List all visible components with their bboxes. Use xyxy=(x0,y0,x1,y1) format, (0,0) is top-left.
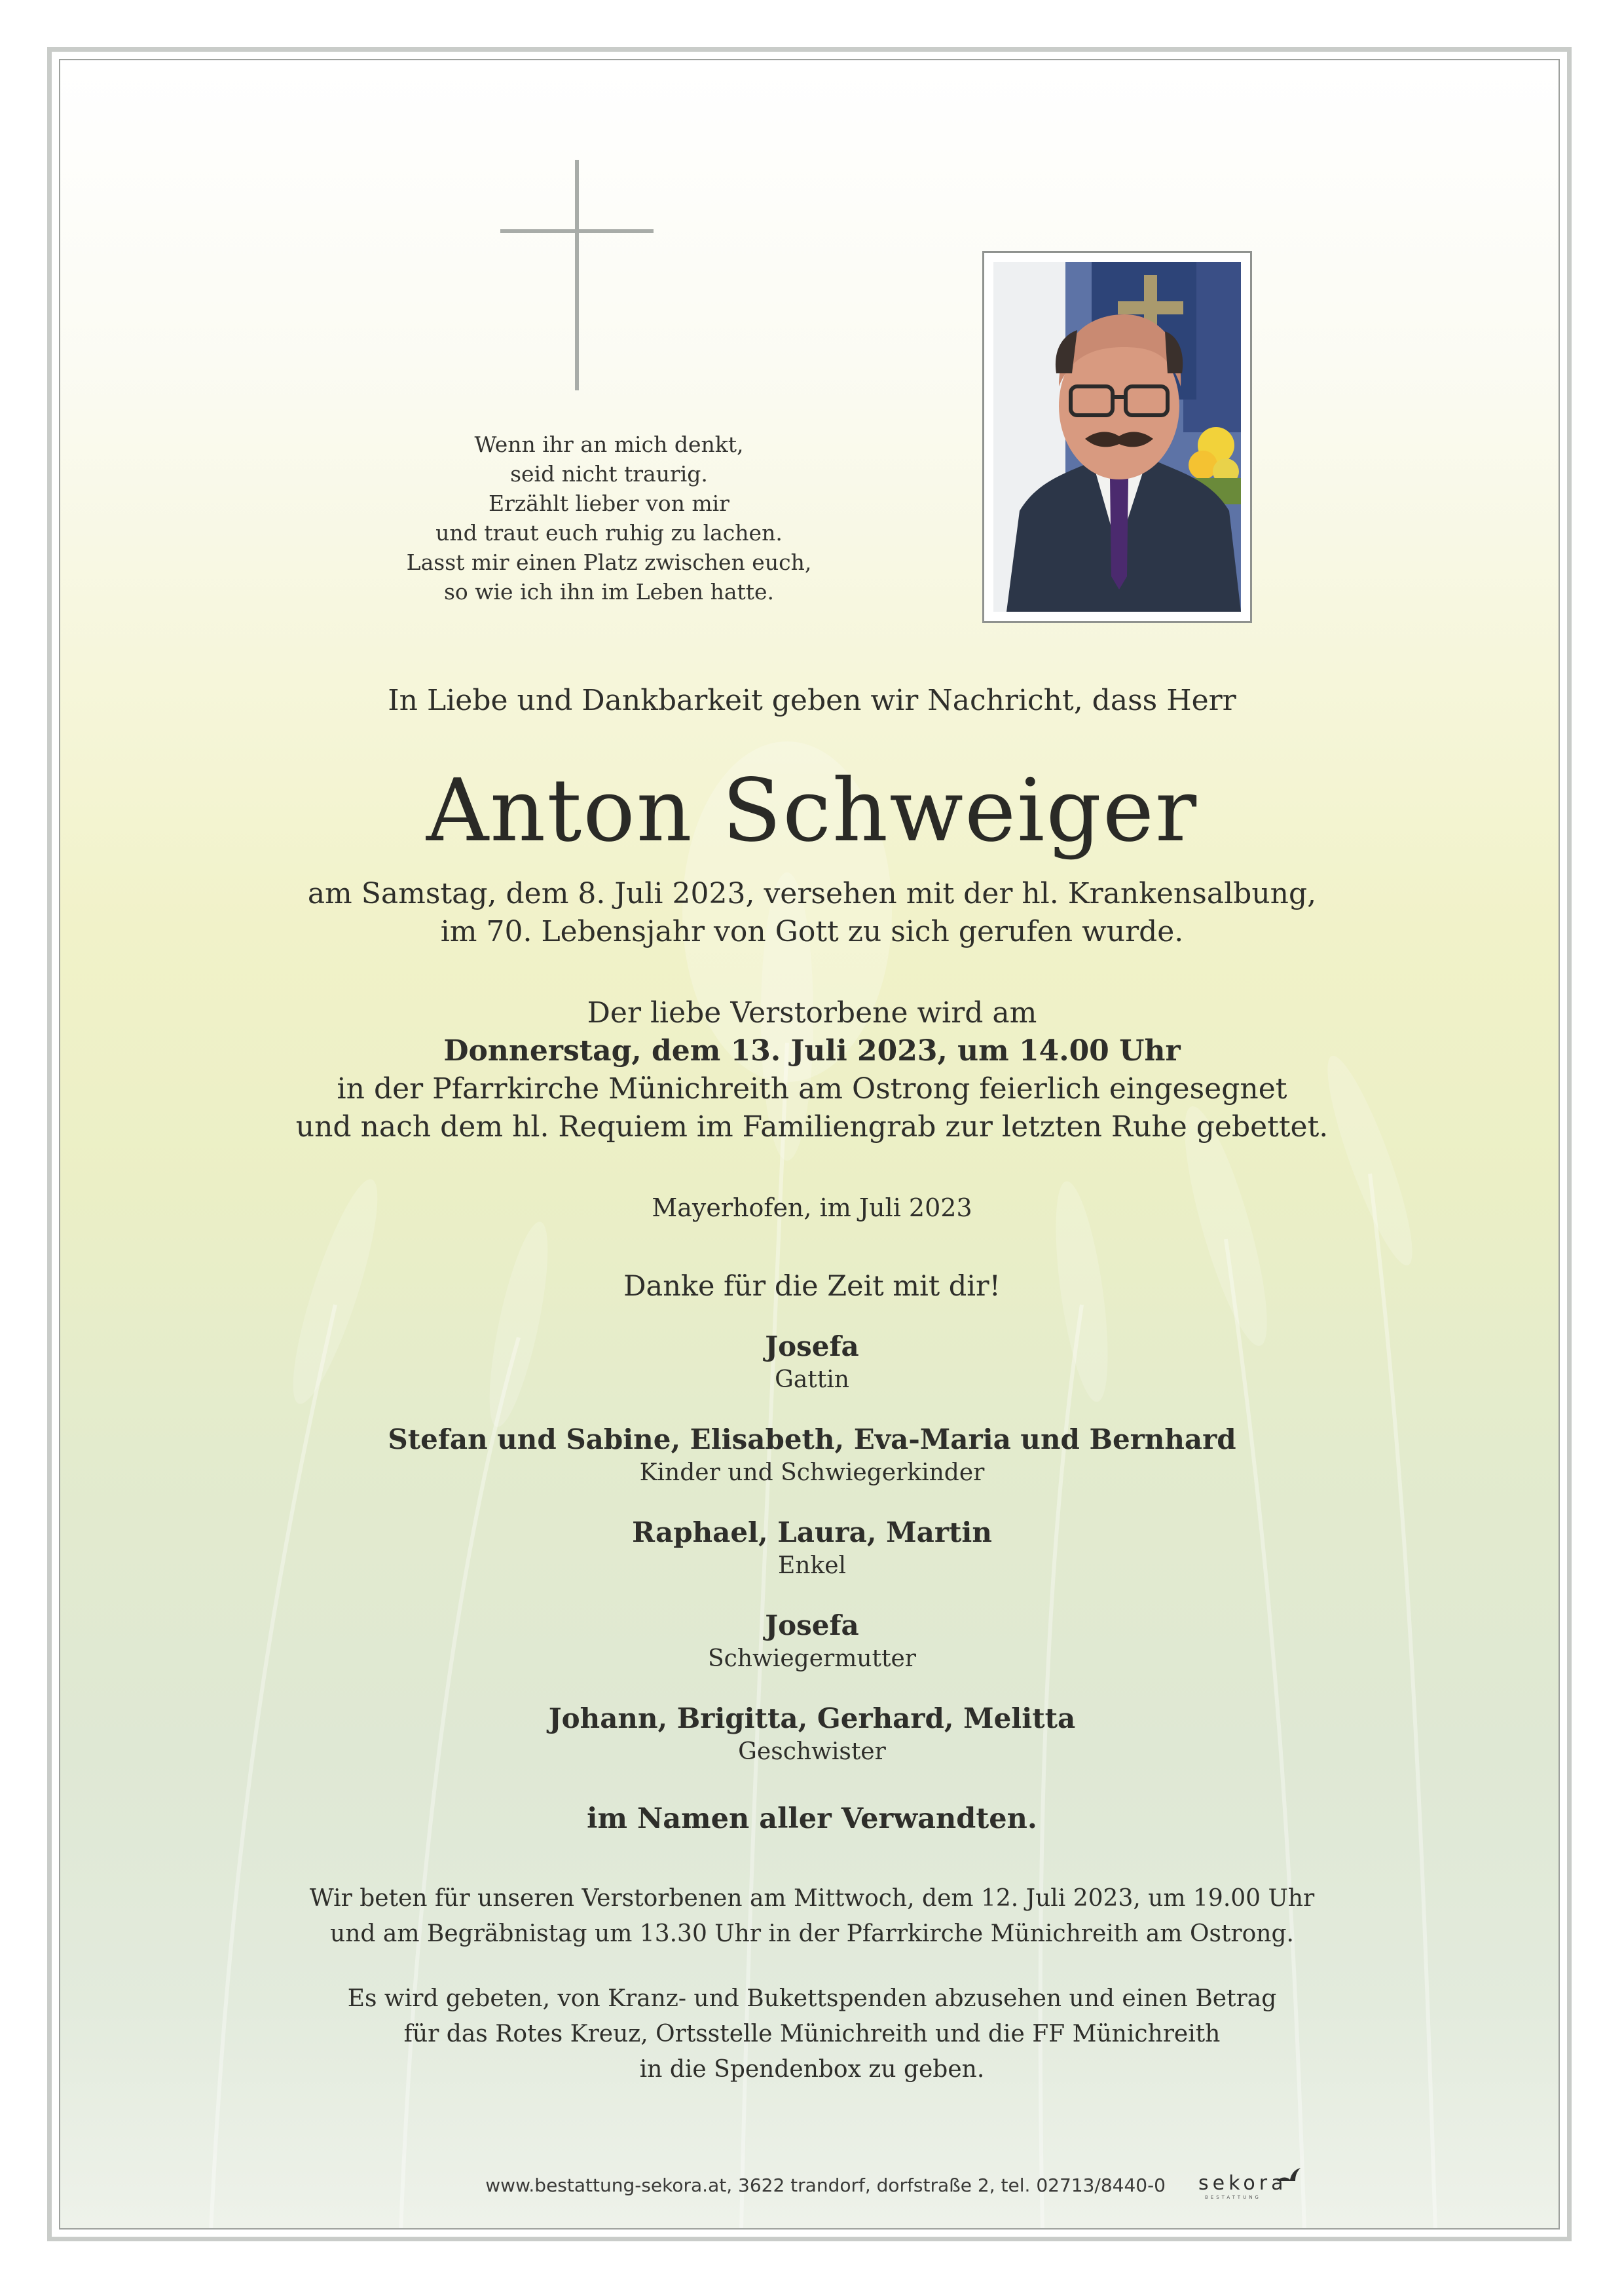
donation-line: für das Rotes Kreuz, Ortsstelle Münichreith und die FF Münichreith xyxy=(403,2021,1221,2047)
funeral-date: Donnerstag, dem 13. Juli 2023, um 14.00 Uhr xyxy=(443,1034,1181,1068)
donation-line: Es wird gebeten, von Kranz- und Bukettspenden abzusehen und einen Betrag xyxy=(347,1985,1277,2012)
funeral-line: in der Pfarrkirche Münichreith am Ostrong feierlich eingesegnet xyxy=(337,1072,1287,1106)
donation-line: in die Spendenbox zu geben. xyxy=(639,2056,985,2083)
prayer-line: und am Begräbnistag um 13.30 Uhr in der Pfarrkirche Münichreith am Ostrong. xyxy=(330,1920,1294,1947)
poem-line: Wenn ihr an mich denkt, xyxy=(474,432,744,457)
deceased-name: Anton Schweiger xyxy=(426,760,1198,861)
mourner-names: Stefan und Sabine, Elisabeth, Eva-Maria und Bernhard xyxy=(388,1423,1236,1455)
death-line: im 70. Lebensjahr von Gott zu sich gerufen wurde. xyxy=(440,915,1184,948)
sekora-logo xyxy=(1198,2171,1316,2203)
portrait-frame xyxy=(982,251,1252,623)
announcement-intro: In Liebe und Dankbarkeit geben wir Nachricht, dass Herr xyxy=(388,684,1236,717)
thanks-line: Danke für die Zeit mit dir! xyxy=(623,1270,1001,1303)
place-and-date: Mayerhofen, im Juli 2023 xyxy=(652,1193,972,1222)
cross-icon-vertical xyxy=(575,160,579,390)
mourners-list xyxy=(0,1328,1624,1793)
mourner-names: Raphael, Laura, Martin xyxy=(632,1516,992,1548)
portrait-photo xyxy=(993,262,1241,612)
cross-icon-horizontal xyxy=(500,229,654,233)
mourner-relation: Enkel xyxy=(777,1552,847,1579)
poem-line: und traut euch ruhig zu lachen. xyxy=(435,520,783,546)
memorial-poem xyxy=(314,430,904,606)
mourner-names: Josefa xyxy=(765,1330,859,1362)
mourner-relation: Kinder und Schwiegerkinder xyxy=(639,1459,985,1486)
funeral-details xyxy=(0,994,1624,1146)
poem-line: Erzählt lieber von mir xyxy=(489,491,729,516)
footer xyxy=(0,2169,1624,2202)
death-notice xyxy=(0,875,1624,951)
poem-line: so wie ich ihn im Leben hatte. xyxy=(443,579,775,605)
bird-icon xyxy=(1276,2167,1302,2186)
poem-line: Lasst mir einen Platz zwischen euch, xyxy=(406,550,812,575)
funeral-line: und nach dem hl. Requiem im Familiengrab zur letzten Ruhe gebettet. xyxy=(295,1110,1329,1144)
mourner-relation: Gattin xyxy=(775,1366,849,1393)
closing-line: im Namen aller Verwandten. xyxy=(587,1802,1037,1835)
logo-subtitle: BESTATTUNG xyxy=(1205,2195,1261,2200)
mourner-relation: Geschwister xyxy=(738,1738,886,1765)
poem-line: seid nicht traurig. xyxy=(510,461,708,487)
prayer-notice xyxy=(0,1881,1624,1952)
prayer-line: Wir beten für unseren Verstorbenen am Mittwoch, dem 12. Juli 2023, um 19.00 Uhr xyxy=(309,1885,1315,1912)
death-line: am Samstag, dem 8. Juli 2023, versehen mit der hl. Krankensalbung, xyxy=(307,877,1317,910)
funeral-line: Der liebe Verstorbene wird am xyxy=(587,996,1037,1030)
mourner-names: Josefa xyxy=(765,1609,859,1641)
donation-notice xyxy=(0,1981,1624,2087)
logo-wordmark: sekora xyxy=(1198,2172,1287,2195)
mourner-relation: Schwiegermutter xyxy=(708,1645,916,1672)
footer-contact: www.bestattung-sekora.at, 3622 trandorf, dorfstraße 2, tel. 02713/8440-0 xyxy=(485,2174,1166,2196)
mourner-names: Johann, Brigitta, Gerhard, Melitta xyxy=(548,1702,1076,1734)
